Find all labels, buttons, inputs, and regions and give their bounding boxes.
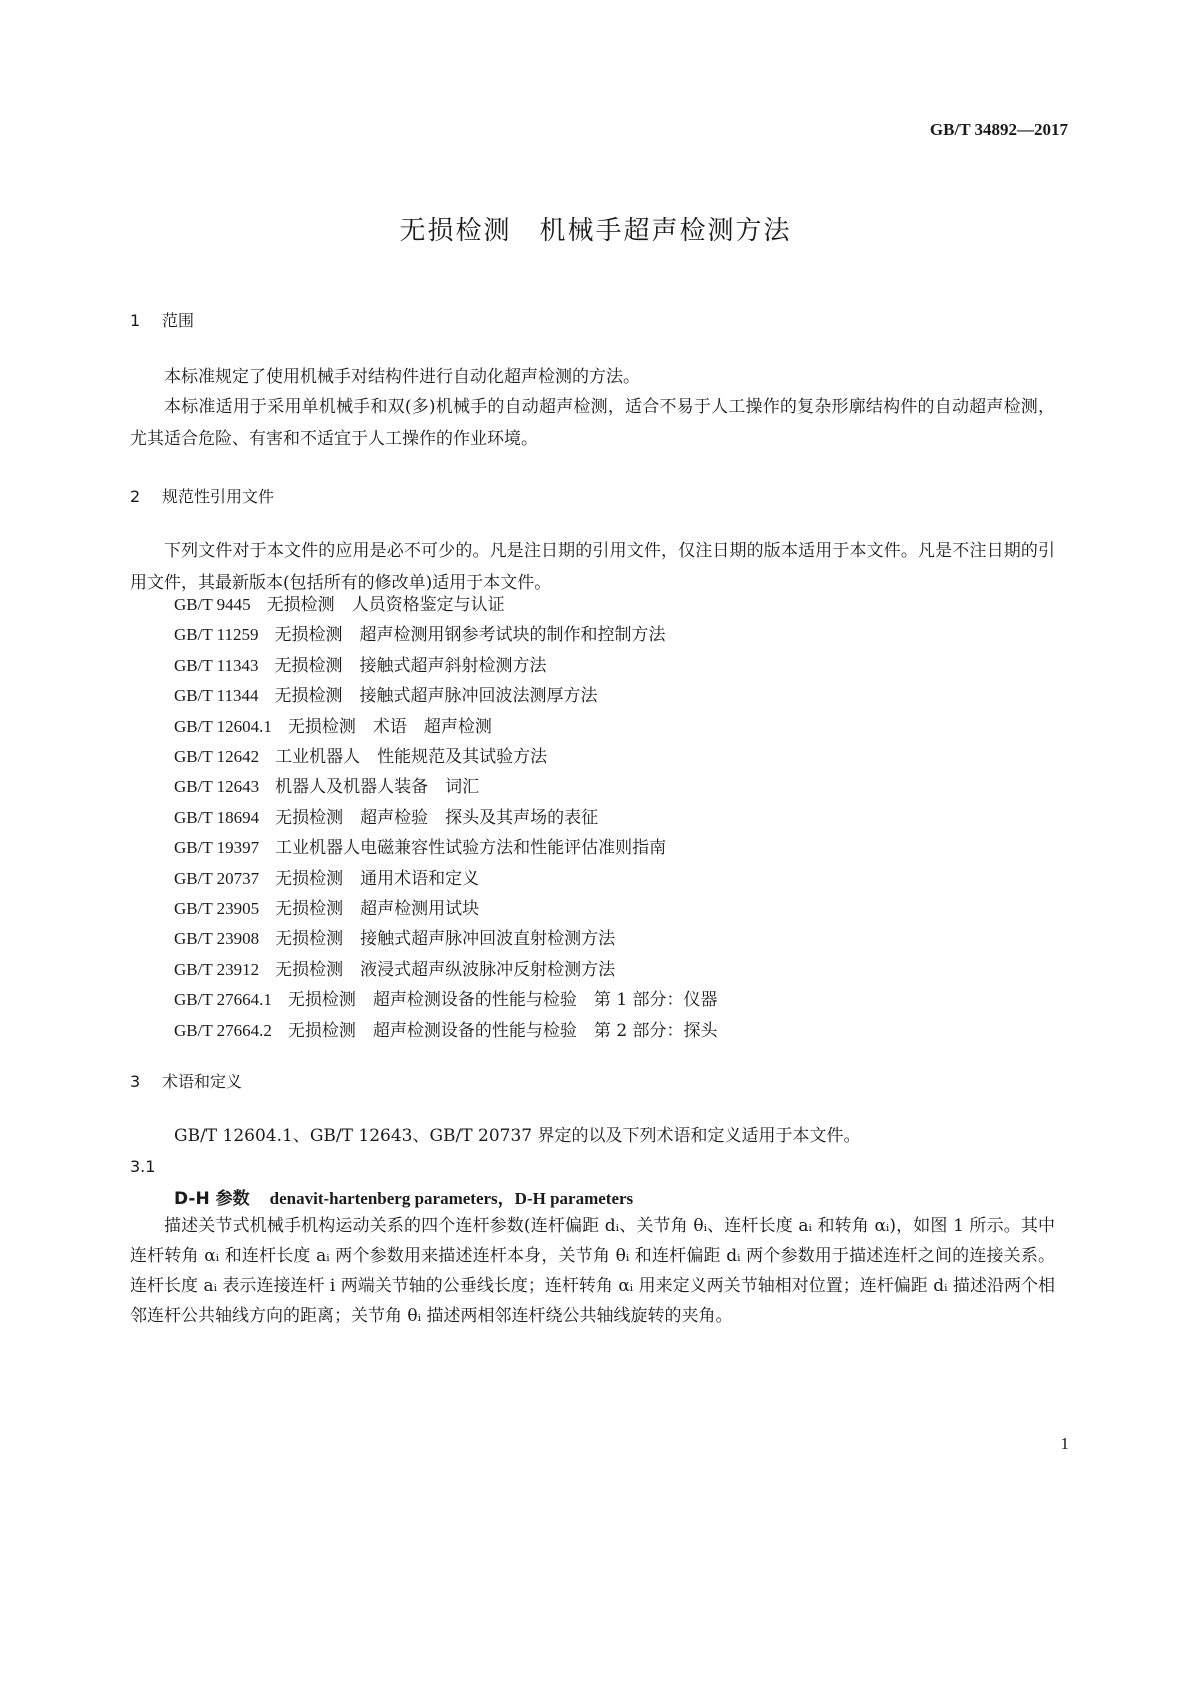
term-definition: 描述关节式机械手机构运动关系的四个连杆参数(连杆偏距 dᵢ、关节角 θᵢ、连杆长度 aᵢ 和转角 αᵢ)，如图 1 所示。其中连杆转角 αᵢ 和连杆长度 aᵢ 两个参数用来描述连杆本身，关节角 θᵢ 和连杆偏距 dᵢ 两个参数用于描述连杆之间的连接关系。连杆长度 aᵢ 表示连接连杆 i 两端关节轴的公垂线长度；连杆转角 αᵢ 用来定义两关节轴相对位置；连杆偏距 dᵢ 描述沿两个相邻连杆公共轴线方向的距离；关节角 θᵢ 描述两相邻连杆绕公共轴线旋转的夹角。	[130, 1216, 1055, 1326]
list-item	[174, 590, 718, 620]
reference-code: GB/T 27664.1	[174, 990, 272, 1010]
reference-title: 机器人及机器人装备 词汇	[275, 777, 480, 798]
term-heading	[174, 1184, 633, 1209]
reference-title: 工业机器人电磁兼容性试验方法和性能评估准则指南	[275, 838, 667, 859]
list-item	[174, 955, 718, 985]
page-number: 1	[1060, 1434, 1069, 1453]
section-2-heading	[130, 484, 274, 507]
reference-title: 无损检测 通用术语和定义	[275, 868, 480, 889]
section-number: 1	[130, 311, 141, 330]
reference-title: 无损检测 超声检验 探头及其声场的表征	[275, 807, 599, 828]
subsection-number: 3.1	[130, 1157, 156, 1176]
section-3-heading	[130, 1069, 242, 1092]
term-chinese: D-H 参数	[174, 1189, 250, 1209]
reference-title: 无损检测 接触式超声脉冲回波法测厚方法	[274, 686, 598, 707]
reference-code: GB/T 18694	[174, 807, 260, 827]
reference-title: 无损检测 接触式超声脉冲回波直射检测方法	[275, 929, 616, 950]
document-title: 无损检测 机械手超声检测方法	[399, 216, 792, 246]
reference-title: 无损检测 超声检测用试块	[275, 899, 480, 920]
list-item	[174, 742, 718, 772]
reference-title: 无损检测 液浸式超声纵波脉冲反射检测方法	[275, 959, 616, 980]
reference-code: GB/T 12643	[174, 777, 260, 797]
list-item	[174, 924, 718, 954]
section-title: 范围	[162, 311, 195, 330]
list-item	[174, 712, 718, 742]
reference-code: GB/T 9445	[174, 595, 251, 614]
section-1-paragraph-2: 本标准适用于采用单机械手和双(多)机械手的自动超声检测，适合不易于人工操作的复杂形廓结构件的自动超声检测，尤其适合危险、有害和不适宜于人工操作的作业环境。	[130, 397, 1055, 449]
list-item	[174, 985, 718, 1015]
reference-title: 无损检测 超声检测用钢参考试块的制作和控制方法	[274, 625, 666, 646]
reference-code: GB/T 11344	[174, 686, 259, 706]
list-item	[174, 803, 718, 833]
section-title: 术语和定义	[162, 1072, 243, 1091]
reference-title: 无损检测 超声检测设备的性能与检验 第 2 部分：探头	[287, 1020, 718, 1041]
term-english: denavit-hartenberg parameters，D-H parameters	[269, 1189, 634, 1208]
reference-title: 无损检测 术语 超声检测	[287, 716, 492, 737]
section-title: 规范性引用文件	[162, 487, 275, 506]
section-number: 2	[130, 487, 141, 506]
list-item	[174, 620, 718, 650]
reference-code: GB/T 12604.1	[174, 716, 272, 736]
reference-code: GB/T 11259	[174, 625, 259, 645]
reference-code: GB/T 20737	[174, 868, 260, 888]
reference-title: 无损检测 超声检测设备的性能与检验 第 1 部分：仪器	[287, 990, 718, 1011]
list-item	[174, 864, 718, 894]
reference-list	[174, 590, 718, 1046]
reference-code: GB/T 23905	[174, 899, 260, 919]
section-number: 3	[130, 1072, 141, 1091]
reference-code: GB/T 23908	[174, 929, 260, 949]
section-3-intro: GB/T 12604.1、GB/T 12643、GB/T 20737 界定的以及下列术语和定义适用于本文件。	[174, 1126, 861, 1146]
reference-code: GB/T 12642	[174, 747, 260, 767]
reference-title: 无损检测 人员资格鉴定与认证	[266, 595, 505, 615]
list-item	[174, 681, 718, 711]
section-2-intro: 下列文件对于本文件的应用是必不可少的。凡是注日期的引用文件，仅注日期的版本适用于本文件。凡是不注日期的引用文件，其最新版本(包括所有的修改单)适用于本文件。	[130, 541, 1055, 593]
section-1-heading	[130, 308, 194, 331]
list-item	[174, 651, 718, 681]
reference-code: GB/T 27664.2	[174, 1020, 272, 1040]
section-1-paragraph-1: 本标准规定了使用机械手对结构件进行自动化超声检测的方法。	[164, 367, 640, 387]
list-item	[174, 772, 718, 802]
list-item	[174, 833, 718, 863]
list-item	[174, 1016, 718, 1046]
reference-code: GB/T 11343	[174, 655, 259, 675]
reference-title: 无损检测 接触式超声斜射检测方法	[274, 655, 547, 676]
reference-code: GB/T 19397	[174, 838, 260, 858]
reference-title: 工业机器人 性能规范及其试验方法	[275, 747, 548, 768]
reference-code: GB/T 23912	[174, 959, 260, 979]
list-item	[174, 894, 718, 924]
standard-code: GB/T 34892—2017	[929, 120, 1068, 139]
